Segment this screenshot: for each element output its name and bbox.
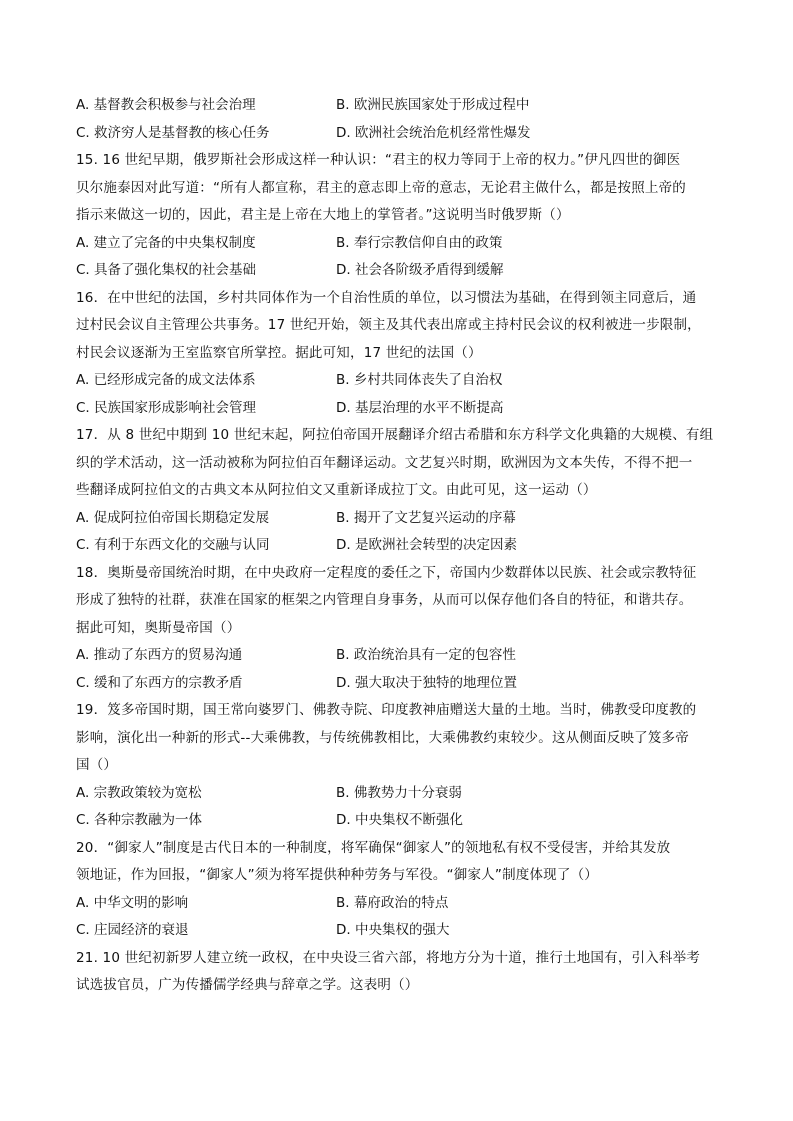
question-text-line: 15. 16 世纪早期，俄罗斯社会形成这样一种认识：“君主的权力等同于上帝的权力。”伊凡四世的御医: [76, 152, 681, 168]
exam-questions: [76, 92, 726, 1000]
answer-option: C. 有利于东西文化的交融与认同: [76, 537, 270, 553]
question-text-line: 21. 10 世纪初新罗人建立统一政权，在中央设三省六部，将地方分为十道，推行土地国有，引入科举考: [76, 949, 701, 966]
answer-option: C. 具备了强化集权的社会基础: [76, 262, 257, 278]
answer-options-row: [76, 367, 726, 395]
answer-options-row: [76, 395, 726, 423]
answer-options-row: [76, 532, 726, 560]
question-text-line: 指示来做这一切的，因此，君主是上帝在大地上的掌管者。”这说明当时俄罗斯（）: [76, 207, 570, 223]
answer-option: C. 民族国家形成影响社会管理: [76, 399, 257, 416]
answer-option: D. 中央集权不断强化: [336, 812, 463, 828]
answer-option: B. 政治统治具有一定的包容性: [336, 647, 516, 663]
answer-options-row: [76, 230, 726, 258]
answer-option: C. 缓和了东西方的宗教矛盾: [76, 674, 243, 691]
question-text-line: 些翻译成阿拉伯文的古典文本从阿拉伯文又重新译成拉丁文。由此可见，这一运动（）: [76, 482, 597, 498]
question-text-line: 18．奥斯曼帝国统治时期，在中央政府一定程度的委任之下，帝国内少数群体以民族、社会或宗教特征: [76, 564, 697, 581]
question-text-line: 织的学术活动，这一活动被称为阿拉伯百年翻译运动。文艺复兴时期，欧洲因为文本失传，不得不把一: [76, 454, 693, 471]
question-text-line: 村民会议逐渐为王室监察官所掌控。据此可知，17 世纪的法国（）: [76, 344, 482, 361]
question-text-line: 形成了独特的社群，获准在国家的框架之内管理自身事务，从而可以保存他们各自的特征，和谐共存。: [76, 592, 693, 608]
question-text-line: 试选拔官员，广为传播儒学经典与辞章之学。这表明（）: [76, 977, 419, 993]
answer-option: B. 欧洲民族国家处于形成过程中: [336, 97, 530, 113]
question-text-line: 17．从 8 世纪中期到 10 世纪末起，阿拉伯帝国开展翻译介绍古希腊和东方科学文化典籍的大规模、有组: [76, 427, 714, 443]
question-text-line: 领地证，作为回报，“御家人”须为将军提供种种劳务与军役。“御家人”制度体现了（）: [76, 867, 598, 883]
question-text-line: 20．“御家人”制度是古代日本的一种制度，将军确保“御家人”的领地私有权不受侵害，并给其发放: [76, 839, 671, 856]
answer-options-row: [76, 917, 726, 945]
answer-option: A. 推动了东西方的贸易沟通: [76, 647, 243, 663]
answer-options-row: [76, 807, 726, 835]
answer-options-row: [76, 257, 726, 285]
answer-options-row: [76, 670, 726, 698]
answer-option: D. 强大取决于独特的地理位置: [336, 674, 517, 691]
answer-option: D. 社会各阶级矛盾得到缓解: [336, 262, 504, 278]
answer-options-row: [76, 642, 726, 670]
answer-options-row: [76, 92, 726, 120]
answer-options-row: [76, 890, 726, 918]
question-text-line: 贝尔施泰因对此写道：“所有人都宣称，君主的意志即上帝的意志，无论君主做什么，都是按照上帝的: [76, 179, 686, 196]
answer-option: C. 救济穷人是基督教的核心任务: [76, 124, 270, 141]
answer-option: D. 是欧洲社会转型的决定因素: [336, 537, 517, 553]
question-text-line: 据此可知，奥斯曼帝国（）: [76, 619, 241, 636]
answer-option: B. 佛教势力十分衰弱: [336, 784, 462, 801]
answer-option: A. 已经形成完备的成文法体系: [76, 372, 256, 388]
answer-option: B. 幕府政治的特点: [336, 894, 449, 911]
answer-option: A. 促成阿拉伯帝国长期稳定发展: [76, 509, 270, 526]
answer-option: B. 奉行宗教信仰自由的政策: [336, 234, 503, 251]
answer-option: C. 各种宗教融为一体: [76, 812, 203, 828]
question-text-line: 过村民会议自主管理公共事务。17 世纪开始，领主及其代表出席或主持村民会议的权利被进一步限制，: [76, 317, 701, 333]
question-text-line: 影响，演化出一种新的形式--大乘佛教，与传统佛教相比，大乘佛教约束较少。这从侧面反映了笈多帝: [76, 729, 689, 746]
answer-option: D. 中央集权的强大: [336, 922, 450, 938]
answer-options-row: [76, 780, 726, 808]
answer-option: A. 建立了完备的中央集权制度: [76, 234, 256, 251]
question-text-line: 16．在中世纪的法国，乡村共同体作为一个自治性质的单位，以习惯法为基础，在得到领主同意后，通: [76, 289, 697, 306]
answer-option: B. 乡村共同体丧失了自治权: [336, 372, 503, 388]
answer-option: A. 基督教会积极参与社会治理: [76, 97, 256, 113]
question-text-line: 19．笈多帝国时期，国王常向婆罗门、佛教寺院、印度教神庙赠送大量的土地。当时，佛教受印度教的: [76, 702, 697, 718]
answer-options-row: [76, 120, 726, 148]
answer-option: A. 中华文明的影响: [76, 894, 189, 911]
question-text-line: 国（）: [76, 757, 118, 773]
answer-option: D. 欧洲社会统治危机经常性爆发: [336, 124, 531, 141]
answer-option: D. 基层治理的水平不断提高: [336, 399, 504, 416]
answer-option: A. 宗教政策较为宽松: [76, 784, 202, 801]
answer-option: B. 揭开了文艺复兴运动的序幕: [336, 509, 516, 526]
answer-options-row: [76, 505, 726, 533]
answer-option: C. 庄园经济的衰退: [76, 922, 189, 938]
